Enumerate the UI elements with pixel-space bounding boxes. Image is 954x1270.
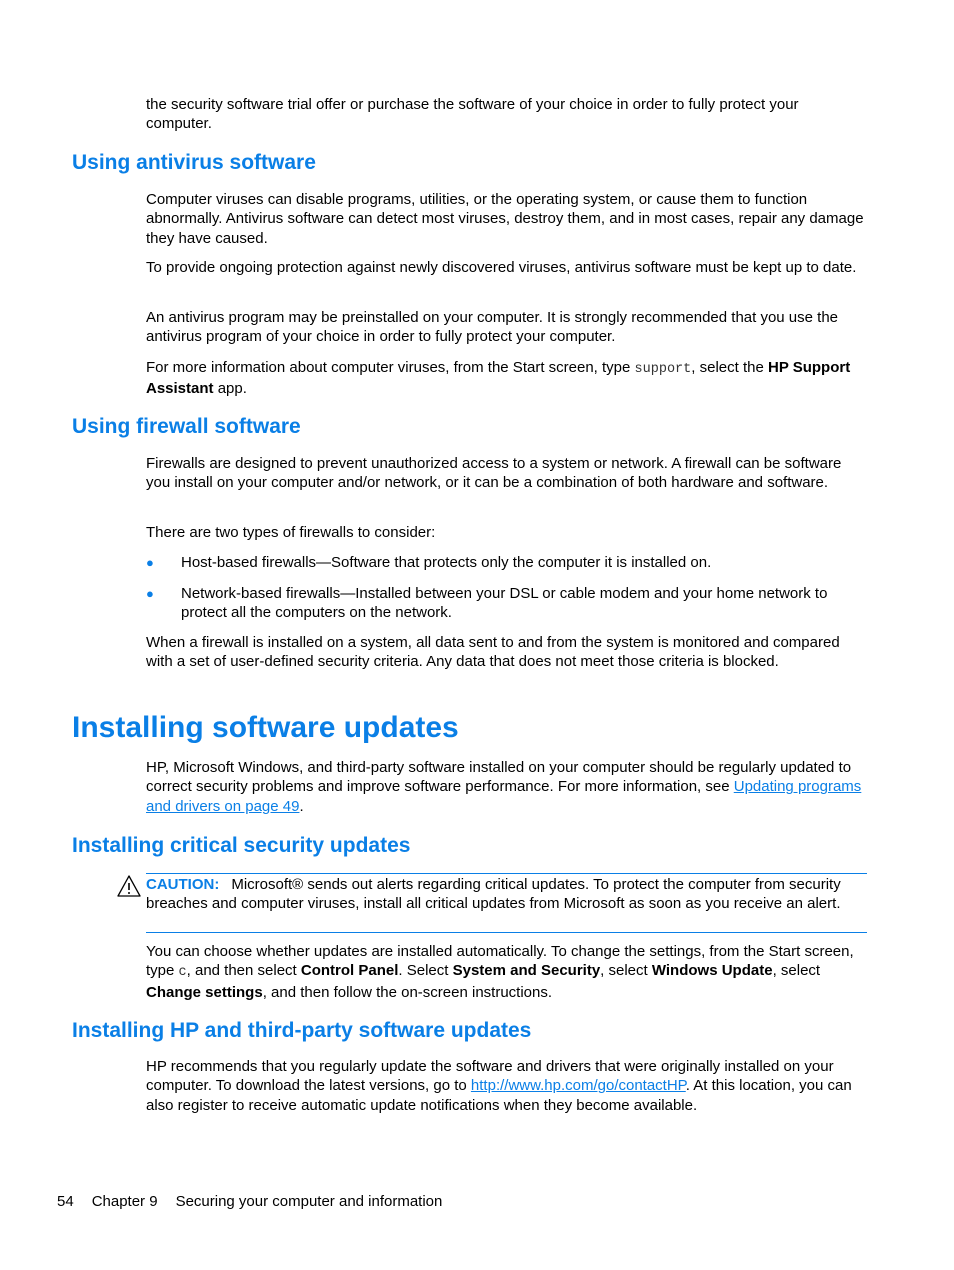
antivirus-heading: Using antivirus software: [72, 151, 316, 174]
text-segment: HP recommends that you regularly update the software and drivers that were originally installed on your computer. To download the latest versions, go to: [146, 1058, 834, 1095]
text-segment: , select the: [691, 359, 768, 376]
hp-contact-link[interactable]: http://www.hp.com/go/contactHP: [470, 1077, 686, 1095]
code-c: c: [178, 965, 187, 981]
caution-text: [146, 875, 867, 914]
list-item-text: Network-based firewalls—Installed between your DSL or cable modem and your home network to protect all the computers on the network.: [181, 585, 828, 622]
bullet-dot-icon: ●: [146, 555, 154, 570]
critical-updates-heading: Installing critical security updates: [72, 834, 411, 857]
chapter-label: Chapter 9: [91, 1193, 158, 1210]
text-segment: . Select: [398, 962, 453, 980]
updating-programs-link[interactable]: Updating programs and drivers on page 49: [146, 778, 862, 815]
bold-term: Control Panel: [300, 962, 399, 980]
antivirus-paragraph-2: To provide ongoing protection against newly discovered viruses, antivirus software must be kept up to date.: [146, 259, 857, 276]
updates-heading: Installing software updates: [72, 711, 459, 744]
firewall-paragraph-1: Firewalls are designed to prevent unauthorized access to a system or network. A firewall can be software you install on your computer and/or network, or it can be a combination of both hardware and software.: [146, 455, 842, 492]
caution-note: [146, 873, 867, 933]
text-segment: app.: [213, 380, 247, 398]
bullet-dot-icon: ●: [146, 586, 154, 601]
bold-term: System and Security: [452, 962, 601, 980]
hp-updates-paragraph: [146, 1057, 868, 1115]
text-segment: For more information about computer viruses, from the Start screen, type: [146, 359, 635, 376]
caution-label: CAUTION:: [146, 876, 220, 893]
antivirus-paragraph-4: [146, 358, 868, 399]
warning-triangle-icon: [117, 875, 141, 897]
critical-updates-paragraph: [146, 942, 868, 1002]
bold-term: Change settings: [146, 983, 263, 1001]
code-support: support: [634, 362, 692, 377]
chapter-title: Securing your computer and information: [175, 1193, 443, 1210]
text-segment: HP, Microsoft Windows, and third-party software installed on your computer should be regularly updated to correct security problems and improve software performance. For more information, see: [146, 759, 852, 796]
text-segment: . At this location, you can also register to receive automatic update notifications when they become available.: [146, 1077, 852, 1114]
text-segment: , and then follow the on-screen instructions.: [262, 983, 553, 1001]
list-item-text: Host-based firewalls—Software that protects only the computer it is installed on.: [181, 554, 712, 571]
firewall-paragraph-3: When a firewall is installed on a system, all data sent to and from the system is monitored and compared with a set of user-defined security criteria. Any data that does not meet those criteria is blocked.: [146, 634, 840, 671]
text-segment: , select: [600, 962, 652, 980]
text-segment: , select: [772, 962, 821, 980]
updates-paragraph: [146, 758, 868, 816]
caution-message: Microsoft® sends out alerts regarding critical updates. To protect the computer from security breaches and computer viruses, install all critical updates from Microsoft as soon as you receive an alert.: [146, 876, 841, 913]
firewall-heading: Using firewall software: [72, 415, 301, 438]
antivirus-paragraph-3: An antivirus program may be preinstalled on your computer. It is strongly recommended that you use the antivirus program of your choice in order to fully protect your computer.: [146, 309, 839, 346]
text-segment: You can choose whether updates are installed automatically. To change the settings, from the Start screen, type: [146, 943, 854, 980]
text-segment: , and then select: [186, 962, 301, 980]
antivirus-paragraph-1: Computer viruses can disable programs, utilities, or the operating system, or cause them to function abnormally. Antivirus software can detect most viruses, destroy them, and in most cases, repair any damage they have caused.: [146, 191, 864, 247]
firewall-paragraph-2: There are two types of firewalls to consider:: [146, 524, 436, 541]
page-footer: [57, 1192, 460, 1211]
hp-updates-heading: Installing HP and third-party software updates: [72, 1019, 532, 1042]
app-name: HP Support Assistant: [146, 359, 851, 398]
text-segment: .: [299, 797, 304, 815]
bold-term: Windows Update: [651, 962, 773, 980]
intro-paragraph: the security software trial offer or purchase the software of your choice in order to fully protect your computer.: [146, 96, 799, 133]
page-number: 54: [57, 1193, 74, 1210]
